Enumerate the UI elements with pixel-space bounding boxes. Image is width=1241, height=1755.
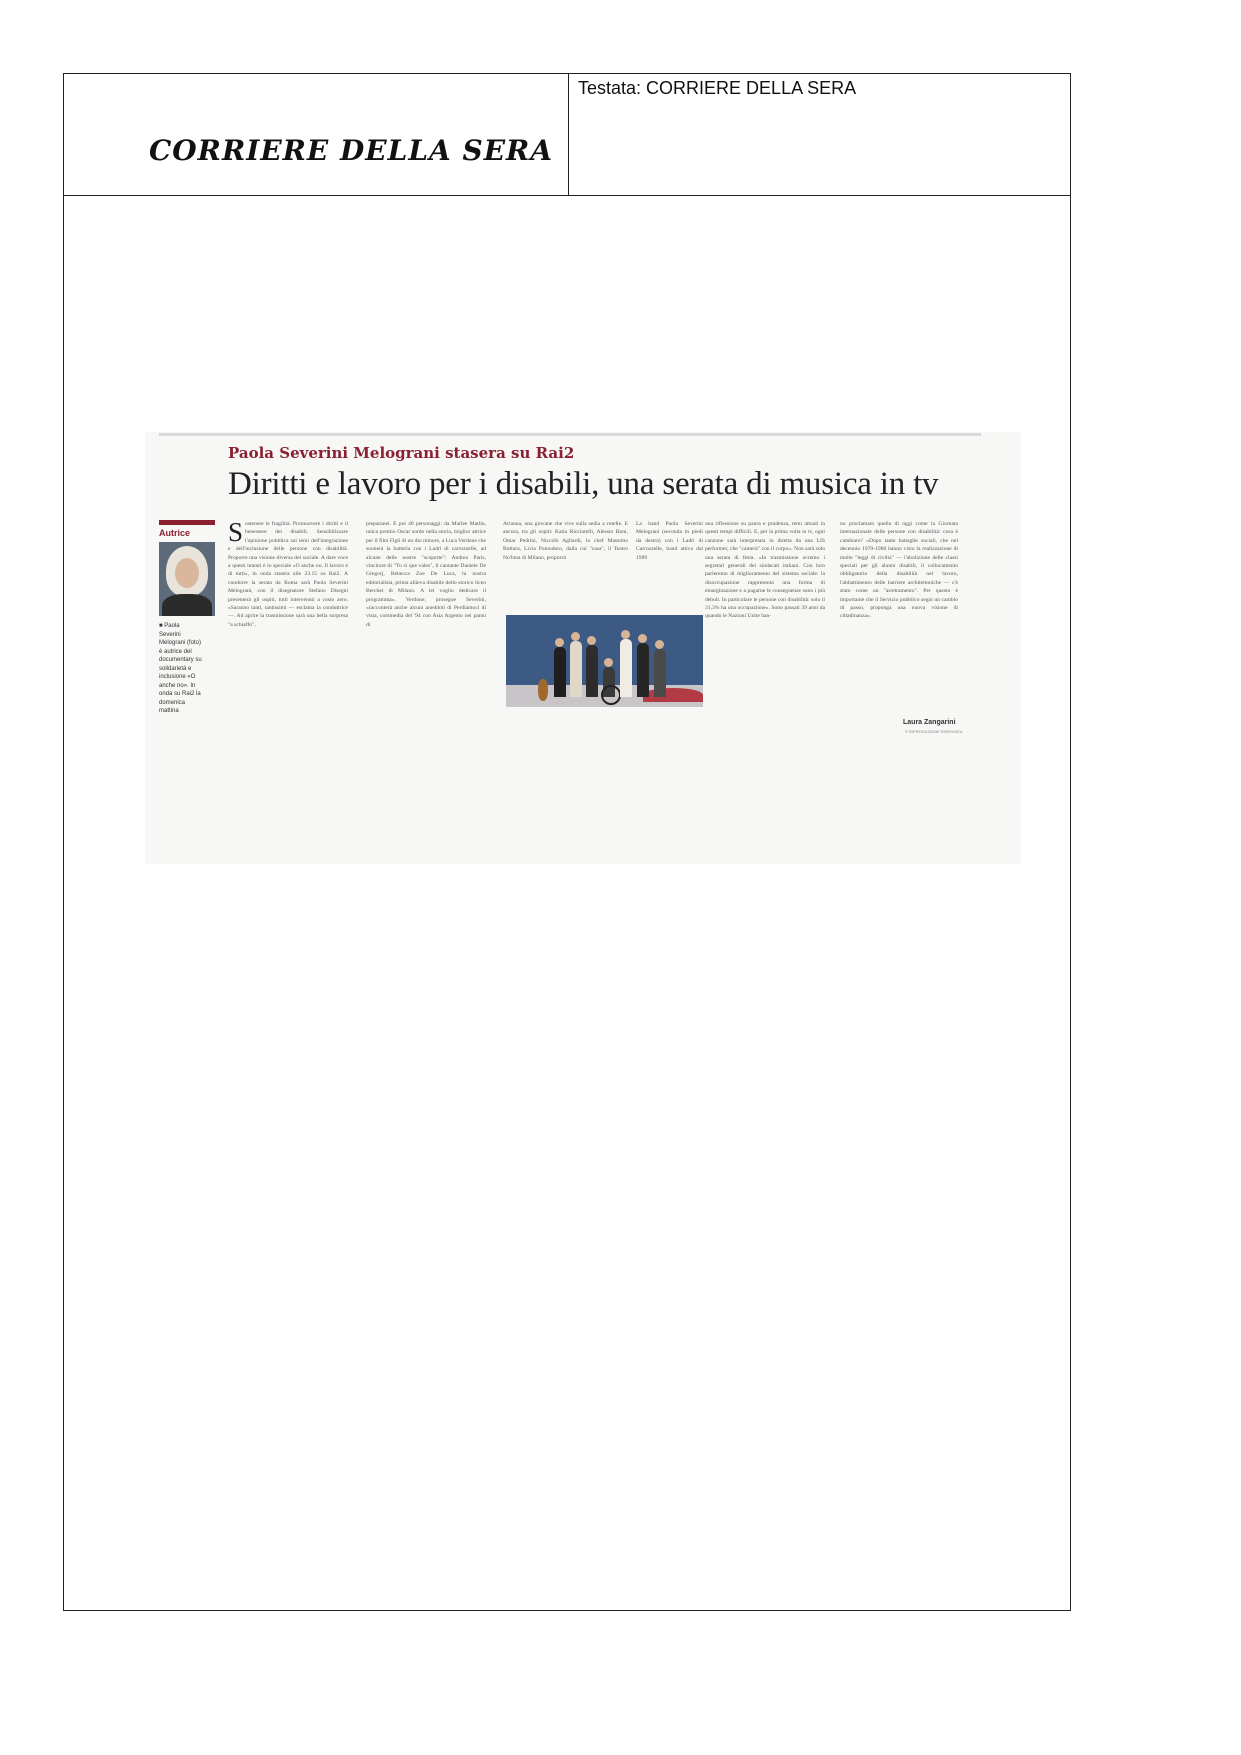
portrait-caption: ■ Paola Severini Melograni (foto) è autrice del documentary su solidarietà e inclusione «O anche no». In onda su Rai2 la domenica mattina bbox=[159, 623, 202, 714]
author-portrait bbox=[159, 542, 215, 616]
article-headline: Diritti e lavoro per i disabili, una serata di musica in tv bbox=[228, 466, 939, 502]
column-5-text: no proclamato quella di oggi come la Giornata internazionale delle persone con disabilità: cosa è cambiato? «Dopo tante battaglie sociali, che nel decennio 1970-1980 hanno visto la realizzazione di molte "leggi di civiltà" — l'abolizione delle classi speciali per gli alunni disabili, il collocamento obbligatorio della disabilità nel lavoro, l'abbattimento delle barriere architettoniche — c'è stato come un "arretramento". Per questo è importante che il Servizio pubblico segni un cambio di passo, proponga una nuova visione di cittadinanza». bbox=[840, 521, 958, 620]
column-3-text: Arianna, una giovane che vive sulla sedia a rotelle. E ancora, tra gli ospiti: Katia Ricciarelli, Alessio Boni, Omar Pedrini, Niccolò Agliardi, lo chef Massimo Bottura, Livia Pomodoro, dalla cui "casa", il Teatro No'hma di Milano, proporrà bbox=[503, 521, 628, 561]
column-2-text: preparanei. E poi 40 personaggi: da Marlee Matlin, unica premio Oscar sordo nella storia, miglior attrice per il film Figli di un dio minore, a Luca Verdone che suonerà la batteria con i Ladri di carrozzelle, ad alcune delle nostre "scoperte": Andrea Paris, vincitore di "Tu sì que vales", il cantante Daniele De Gregorj, Rebecca Zoe De Luca, la nostra editorialista, prima allieva disabile dello storico liceo Berchet di Milano. A lei voglio dedicare il programma». Verdone, prosegue Severini, «racconterà anche alcuni aneddoti di Perdiamoci di vista, commedia del '94 con Asia Argento nei panni di bbox=[366, 521, 486, 628]
article-column-3 bbox=[503, 520, 628, 612]
article-column-1 bbox=[228, 520, 348, 629]
newspaper-logo: CORRIERE DELLA SERA bbox=[149, 134, 554, 167]
article-column-2 bbox=[366, 520, 486, 629]
testata-label: Testata: CORRIERE DELLA SERA bbox=[578, 78, 857, 98]
drop-cap: S bbox=[228, 520, 244, 547]
sidebar-label: Autrice bbox=[159, 528, 191, 538]
author-sidebar bbox=[159, 520, 215, 716]
header-row bbox=[64, 74, 1070, 196]
column-4-text: una riflessione su paura e prudenza, temi attuali in questi tempi difficili. E, per la prima volta in tv, ogni canzone sarà interpretata in diretta da una LIS performer, che "canterà" con il corpo». Non sarà solo una serata di festa. «In trasmissione avremo i segretari generali dei sindacati italiani. Con loro parleremo di miglioramento del sistema sociale: la disoccupazione rappresenta una forma di emarginazione e a pagarne le conseguenze sono i più deboli. In particolare le persone con disabilità: solo il 31,3% ha una occupazione». Sono passati 39 anni da quando le Nazioni Unite han- bbox=[705, 521, 825, 620]
top-rule bbox=[159, 433, 981, 436]
article-kicker: Paola Severini Melograni stasera su Rai2 bbox=[228, 444, 575, 462]
article-column-5 bbox=[840, 520, 958, 716]
photo-caption bbox=[636, 520, 703, 612]
copyright-note: © RIPRODUZIONE RISERVATA bbox=[905, 729, 963, 734]
photo-caption-text: La band Paola Severini Melograni (seconda in piedi da destra) con i Ladri di Carrozzelle, band attiva dal 1989 bbox=[636, 521, 703, 561]
article-column-4 bbox=[705, 520, 825, 621]
column-1-text: ostenere le fragilità. Promuovere i diritti e il benessere dei disabili. Sensibilizzare l'opinione pubblica sui temi dell'integrazione e dell'inclusione delle persone con disabilità. Proporre una visione diversa del sociale. A dare voce a questi intenti è lo speciale «O anche no. Il lavoro è di tutti», in onda stasera alle 23.15 su Rai2. A condurre la serata da Roma sarà Paola Severini Melograni, con il disegnatore Stefano Disegni presenterà gli ospiti, tutti intervenuti a costo zero. «Saranno tanti, tantissimi — esclama la conduttrice —. Ad aprire la trasmissione sarà una bella sorpresa "a schiaffo", bbox=[228, 521, 348, 628]
logo-cell bbox=[64, 74, 569, 195]
article-clipping bbox=[145, 432, 1021, 864]
band-photo bbox=[506, 615, 703, 707]
article-byline: Laura Zangarini bbox=[903, 719, 956, 726]
sidebar-accent-bar bbox=[159, 520, 215, 525]
